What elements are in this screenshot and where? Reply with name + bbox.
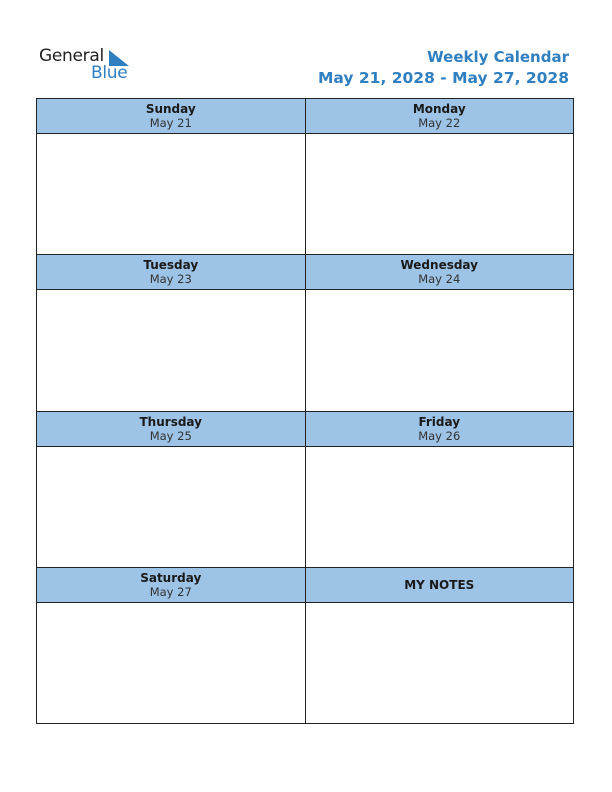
day-date: May 25 xyxy=(149,428,192,443)
day-name: Friday xyxy=(418,414,461,429)
day-name: Thursday xyxy=(139,414,202,429)
day-notes-area[interactable] xyxy=(37,290,305,410)
day-name: Monday xyxy=(412,102,466,116)
day-cell-thursday xyxy=(37,412,306,568)
day-name: Tuesday xyxy=(143,258,199,273)
notes-label: MY NOTES xyxy=(404,577,475,592)
day-cell-sunday xyxy=(37,99,306,255)
logo xyxy=(39,46,139,86)
day-header xyxy=(306,255,574,290)
day-notes-area[interactable] xyxy=(306,290,574,410)
day-header xyxy=(37,412,305,447)
day-header xyxy=(306,412,574,447)
day-date: May 26 xyxy=(418,428,461,443)
calendar-grid xyxy=(36,98,574,724)
day-notes-area[interactable] xyxy=(37,134,305,254)
day-name: Saturday xyxy=(140,570,202,585)
day-name: Sunday xyxy=(145,102,196,116)
day-header xyxy=(306,99,574,134)
day-date: May 22 xyxy=(418,116,461,130)
date-range: May 21, 2028 - May 27, 2028 xyxy=(317,69,569,87)
day-cell-saturday xyxy=(37,568,306,724)
day-header xyxy=(37,255,305,290)
day-date: May 24 xyxy=(418,272,461,287)
day-date: May 23 xyxy=(149,272,192,287)
notes-header xyxy=(306,568,574,603)
day-notes-area[interactable] xyxy=(306,447,574,567)
day-cell-tuesday xyxy=(37,255,306,411)
day-cell-friday xyxy=(306,412,575,568)
day-date: May 27 xyxy=(149,584,192,599)
day-date: May 21 xyxy=(149,116,192,130)
page-title: Weekly Calendar xyxy=(427,48,569,66)
title-block xyxy=(318,47,569,89)
day-notes-area[interactable] xyxy=(37,447,305,567)
notes-cell xyxy=(306,568,575,724)
day-cell-wednesday xyxy=(306,255,575,411)
logo-general-text: General xyxy=(39,46,104,66)
day-header xyxy=(37,568,305,603)
logo-blue-text: Blue xyxy=(91,63,128,83)
day-header xyxy=(37,99,305,134)
notes-area[interactable] xyxy=(306,603,574,723)
day-name: Wednesday xyxy=(400,258,478,273)
day-cell-monday xyxy=(306,99,575,255)
day-notes-area[interactable] xyxy=(37,603,305,723)
day-notes-area[interactable] xyxy=(306,134,574,254)
